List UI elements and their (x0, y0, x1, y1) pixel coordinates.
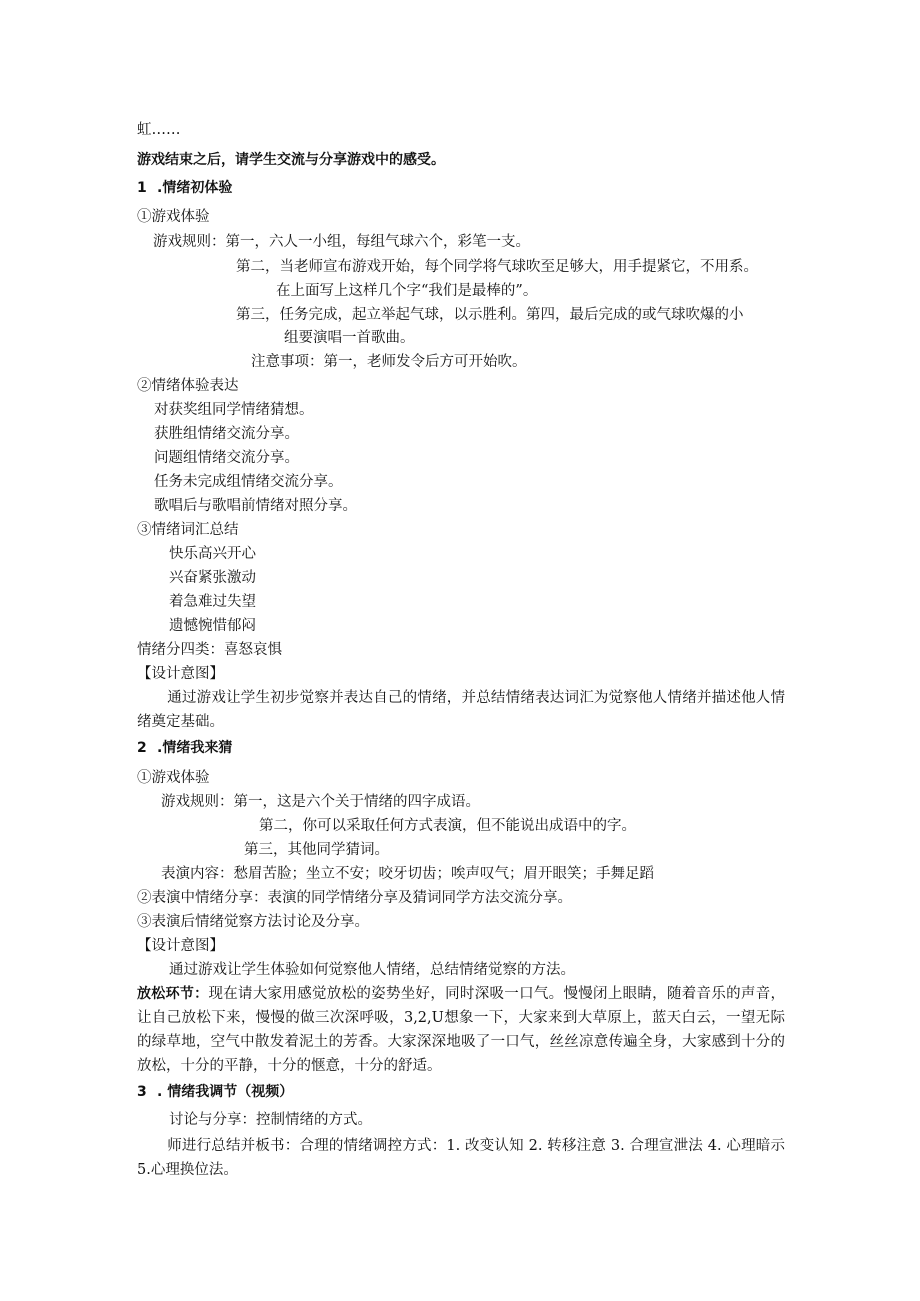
text-line: 通过游戏让学生体验如何觉察他人情绪，总结情绪觉察的方法。 (169, 962, 575, 978)
text-line: 第二，你可以采取任何方式表演，但不能说出成语中的字。 (259, 818, 636, 834)
text-line: ③表演后情绪觉察方法讨论及分享。 (137, 914, 369, 930)
text-line: 对获奖组同学情绪猜想。 (154, 402, 314, 418)
text-line: 问题组情绪交流分享。 (154, 450, 299, 466)
relax-label: 放松环节： (137, 986, 209, 1002)
section-title: . 情绪我调节（视频） (157, 1084, 294, 1100)
section-title: .情绪初体验 (157, 180, 233, 196)
text-line: 【设计意图】 (137, 938, 224, 954)
section-heading-1 (137, 178, 232, 198)
text-line: 组要演唱一首歌曲。 (284, 330, 415, 346)
text-line: ②表演中情绪分享：表演的同学情绪分享及猜词同学方法交流分享。 (137, 890, 572, 906)
text-line: 第二，当老师宣布游戏开始，每个同学将气球吹至足够大，用手提紧它，不用系。 (236, 259, 758, 275)
text-line: 歌唱后与歌唱前情绪对照分享。 (154, 498, 357, 514)
paragraph-text: 师进行总结并板书：合理的情绪调控方式：1. 改变认知 2. 转移注意 3. 合理宣泄法 4. 心理暗示 5.心理换位法。 (137, 1138, 785, 1178)
relax-text: 现在请大家用感觉放松的姿势坐好，同时深吸一口气。慢慢闭上眼睛，随着音乐的声音，让自己放松下来，慢慢的做三次深呼吸，3,2,U想象一下，大家来到大草原上，蓝天白云，一望无际的绿草地，空气中散发着泥土的芳香。大家深深地吸了一口气，丝丝凉意传遍全身，大家感到十分的放松，十分的平静，十分的惬意，十分的舒适。 (137, 986, 786, 1074)
text-line: 讨论与分享：控制情绪的方式。 (169, 1112, 372, 1128)
text-line: ①游戏体验 (137, 209, 210, 225)
section-title: .情绪我来猜 (157, 740, 233, 756)
text-line: 表演内容：愁眉苦脸；坐立不安；咬牙切齿；唉声叹气；眉开眼笑；手舞足蹈 (161, 866, 654, 882)
text-line: 在上面写上这样几个字“我们是最棒的”。 (276, 283, 538, 299)
text-line: ①游戏体验 (137, 770, 210, 786)
text-line: 着急难过失望 (169, 594, 256, 610)
text-line: 虹…… (137, 122, 181, 138)
text-line: 获胜组情绪交流分享。 (154, 426, 299, 442)
section-heading-2 (137, 738, 232, 758)
text-line: ②情绪体验表达 (137, 378, 239, 394)
text-line: 快乐高兴开心 (169, 546, 256, 562)
relax-paragraph (137, 982, 785, 1078)
text-line: 第三，任务完成，起立举起气球，以示胜利。第四，最后完成的或气球吹爆的小 (236, 307, 744, 323)
text-line: 游戏结束之后，请学生交流与分享游戏中的感受。 (137, 152, 445, 168)
text-line: 注意事项：第一，老师发令后方可开始吹。 (251, 354, 527, 370)
text-line: 游戏规则：第一，这是六个关于情绪的四字成语。 (161, 794, 480, 810)
paragraph-text: 通过游戏让学生初步觉察并表达自己的情绪，并总结情绪表达词汇为觉察他人情绪并描述他人情绪奠定基础。 (137, 690, 785, 730)
text-line: 【设计意图】 (137, 666, 224, 682)
text-line: 任务未完成组情绪交流分享。 (154, 474, 343, 490)
text-line: 兴奋紧张激动 (169, 570, 256, 586)
text-line: 情绪分四类：喜怒哀惧 (137, 642, 282, 658)
section-number: 3 (137, 1084, 147, 1100)
section-number: 2 (137, 740, 147, 756)
text-line: 游戏规则：第一，六人一小组，每组气球六个，彩笔一支。 (153, 234, 530, 250)
text-line: 第三，其他同学猜词。 (244, 842, 389, 858)
paragraph (137, 686, 785, 734)
section-number: 1 (137, 180, 147, 196)
text-line: ③情绪词汇总结 (137, 522, 239, 538)
paragraph (137, 1134, 785, 1182)
section-heading-3 (137, 1082, 293, 1102)
text-line: 遗憾惋惜郁闷 (169, 618, 256, 634)
